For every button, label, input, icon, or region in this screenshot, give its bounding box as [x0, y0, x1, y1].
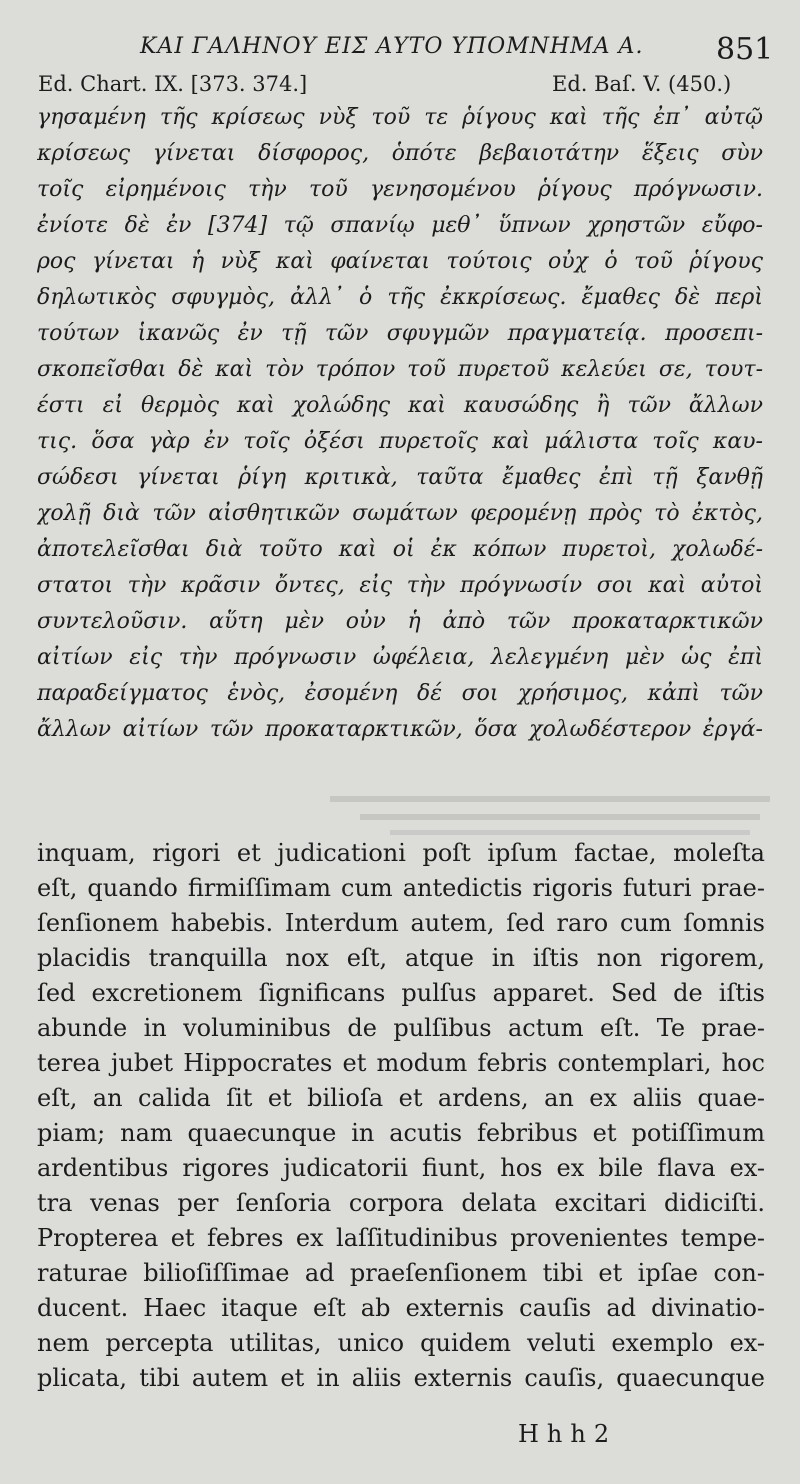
greek-line: γησαμένη τῆς κρίσεως νὺξ τοῦ τε ῥίγους καὶ τῆς ἐπ᾽ αὐτῷ [37, 105, 763, 130]
signature-mark: Hhh2 [518, 1420, 618, 1448]
latin-line: piam; nam quaecunque in acutis febribus et potiſſimum [37, 1119, 765, 1147]
greek-line: κρίσεως γίνεται δίσφορος, ὁπότε βεβαιοτάτην ἕξεις σὺν [37, 141, 763, 166]
greek-line: δηλωτικὸς σφυγμὸς, ἀλλ᾽ ὁ τῆς ἐκκρίσεως. ἔμαθες δὲ περὶ [37, 285, 763, 310]
latin-line: placidis tranquilla nox eſt, atque in iſtis non rigorem, [37, 944, 765, 972]
greek-line: αἰτίων εἰς τὴν πρόγνωσιν ὠφέλεια, λελεγμένη μὲν ὡς ἐπὶ [37, 645, 763, 670]
edition-reference-right: Ed. Baſ. V. (450.) [552, 72, 732, 96]
latin-line: raturae bilioſiſſimae ad praeſenſionem tibi et ipſae con- [37, 1259, 765, 1287]
latin-line: eſt, quando firmiſſimam cum antedictis rigoris futuri prae- [37, 874, 765, 902]
greek-line: χολῇ διὰ τῶν αἰσθητικῶν σωμάτων φερομένῃ πρὸς τὸ ἐκτὸς, [37, 501, 763, 526]
latin-line: eſt, an calida ſit et bilioſa et ardens, an ex aliis quae- [37, 1084, 765, 1112]
greek-line: στατοι τὴν κρᾶσιν ὄντες, εἰς τὴν πρόγνωσίν σοι καὶ αὐτοὶ [37, 573, 763, 598]
latin-line: ſenſionem habebis. Interdum autem, ſed raro cum ſomnis [37, 909, 765, 937]
latin-line: plicata, tibi autem et in aliis externis cauſis, quaecunque [37, 1364, 765, 1392]
greek-line: ἄλλων αἰτίων τῶν προκαταρκτικῶν, ὅσα χολωδέστερον ἐργά- [37, 717, 763, 742]
running-title: ΚΑΙ ΓΑΛΗΝΟΥ ΕΙΣ ΑΥΤΟ ΥΠΟΜΝΗΜΑ Α. [140, 34, 644, 59]
greek-line: σώδεσι γίνεται ῥίγη κριτικὰ, ταῦτα ἔμαθες ἐπὶ τῇ ξανθῇ [37, 465, 763, 490]
running-head [0, 24, 800, 68]
latin-line: abunde in voluminibus de pulſibus actum eſt. Te prae- [37, 1014, 765, 1042]
page-number: 851 [716, 32, 774, 67]
greek-line: έστι εἰ θερμὸς καὶ χολώδης καὶ καυσώδης ἢ τῶν ἄλλων [37, 393, 763, 418]
latin-line: ardentibus rigores judicatorii fiunt, hos ex bile flava ex- [37, 1154, 765, 1182]
greek-line: συντελοῦσιν. αὕτη μὲν οὖν ἡ ἀπὸ τῶν προκαταρκτικῶν [37, 609, 763, 634]
show-through-bleed [330, 790, 770, 840]
greek-line: ἐνίοτε δὲ ἐν [374] τῷ σπανίῳ μεθ᾽ ὕπνων χρηστῶν εὔφο- [37, 213, 763, 238]
edition-line [0, 70, 800, 104]
greek-line: σκοπεῖσθαι δὲ καὶ τὸν τρόπον τοῦ πυρετοῦ κελεύει σε, τουτ- [37, 357, 763, 382]
greek-line: παραδείγματος ἑνὸς, ἐσομένη δέ σοι χρήσιμος, κἀπὶ τῶν [37, 681, 763, 706]
greek-line: ἀποτελεῖσθαι διὰ τοῦτο καὶ οἱ ἐκ κόπων πυρετοὶ, χολωδέ- [37, 537, 763, 562]
greek-line: τούτων ἱκανῶς ἐν τῇ τῶν σφυγμῶν πραγματείᾳ. προσεπι- [37, 321, 763, 346]
latin-line: ſed excretionem ſignificans pulſus apparet. Sed de iſtis [37, 979, 765, 1007]
latin-line: ducent. Haec itaque eſt ab externis cauſis ad divinatio- [37, 1294, 765, 1322]
latin-line: tra venas per ſenſoria corpora delata excitari didiciſti. [37, 1189, 765, 1217]
greek-line: τις. ὅσα γὰρ ἐν τοῖς ὀξέσι πυρετοῖς καὶ μάλιστα τοῖς καυ- [37, 429, 763, 454]
greek-line: ρος γίνεται ἡ νὺξ καὶ φαίνεται τούτοις οὐχ ὁ τοῦ ῥίγους [37, 249, 763, 274]
latin-line: nem percepta utilitas, unico quidem veluti exemplo ex- [37, 1329, 765, 1357]
latin-line: Propterea et febres ex laſſitudinibus provenientes tempe- [37, 1224, 765, 1252]
latin-line: inquam, rigori et judicationi poſt ipſum factae, moleſta [37, 839, 765, 867]
latin-line: terea jubet Hippocrates et modum febris contemplari, hoc [37, 1049, 765, 1077]
edition-reference-left: Ed. Chart. IX. [373. 374.] [38, 72, 308, 96]
greek-line: τοῖς εἰρημένοις τὴν τοῦ γενησομένου ῥίγους πρόγνωσιν. [37, 177, 763, 202]
